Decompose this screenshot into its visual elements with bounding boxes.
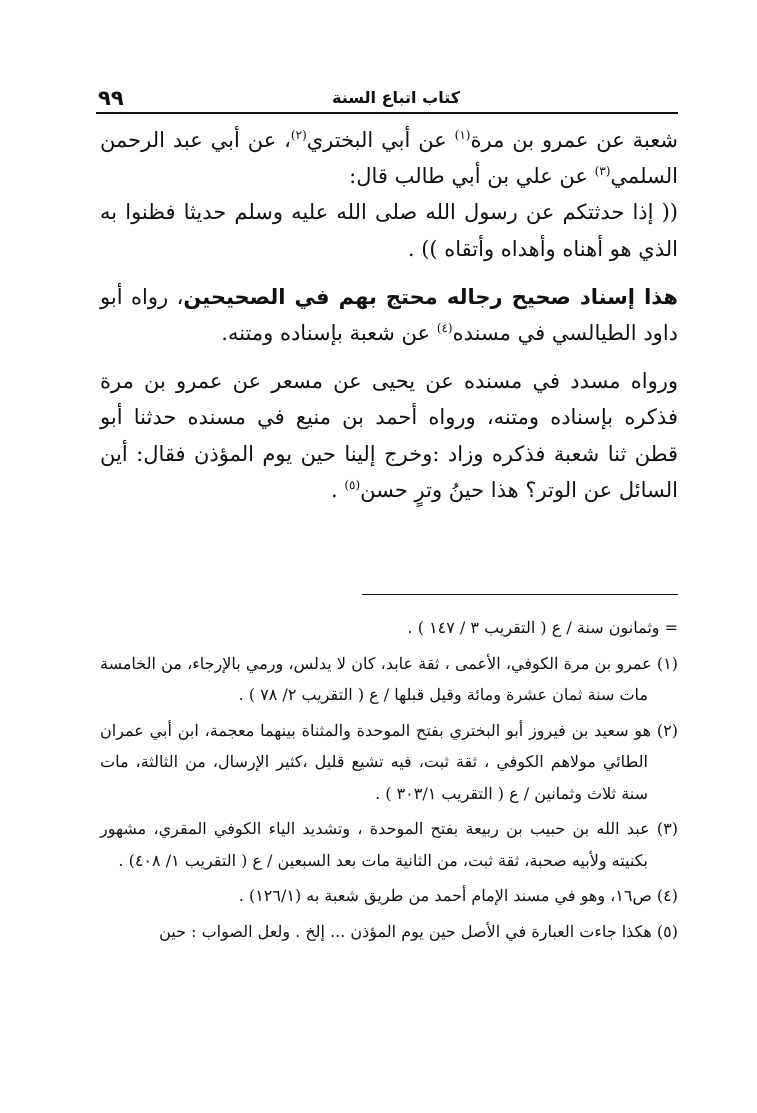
footnotes [100, 612, 678, 947]
footnote-3: (٣) عبد الله بن حبيب بن ربيعة بفتح الموحدة ، وتشديد الياء الكوفي المقري، مشهور بكنيته ولأبيه صحبة، ثقة ثبت، من الثانية مات بعد السبعين / ع ( التقريب ١/ ٤٠٨) . [100, 819, 678, 870]
text-run: شعبة عن عمرو بن مرة [470, 128, 679, 152]
footnote-4: (٤) ص١٦، وهو في مسند الإمام أحمد من طريق شعبة به (١٢٦/١) . [238, 886, 678, 905]
footnote-divider [362, 594, 678, 595]
paragraph-grading [100, 279, 678, 351]
main-text [100, 122, 678, 508]
grading-statement: هذا إسناد صحيح رجاله محتج بهم في الصحيحين [183, 284, 678, 309]
footnote-ref-5: (٥) [344, 477, 361, 492]
paragraph-narrations [100, 363, 678, 508]
page-header [96, 82, 678, 114]
footnote-ref-3: (٣) [594, 164, 611, 179]
footnote-continuation: = وثمانون سنة / ع ( التقريب ٣ / ١٤٧ ) . [407, 618, 678, 637]
footnote-ref-2: (٢) [290, 128, 307, 142]
running-title: كتاب اتباع السنة [332, 88, 461, 107]
footnote-ref-4: (٤) [436, 321, 453, 336]
footnote-1: (١) عمرو بن مرة الكوفي، الأعمى ، ثقة عابد، كان لا يدلس، ورمي بالإرجاء، من الخامسة مات سنة ثمان عشرة ومائة وقيل قبلها / ع ( التقريب ٢/ ٧٨ ) . [100, 653, 678, 704]
text-run: عن علي بن أبي طالب قال: [349, 164, 595, 189]
paragraph-hadith: (( إذا حدثتكم عن رسول الله صلى الله عليه وسلم حديثا فظنوا به الذي هو أهناه وأهداه وأتقاه )) . [100, 200, 678, 261]
text-run: عن شعبة بإسناده ومتنه. [221, 321, 437, 346]
text-run: عن أبي البختري [306, 128, 455, 152]
text-run: ورواه مسدد في مسنده عن يحيى عن مسعر عن عمرو بن مرة فذكره بإسناده ومتنه، ورواه أحمد بن منيع في مسنده حدثنا أبو قطن ثنا شعبة فذكره وزاد :وخرج إلينا حين يوم المؤذن فقال: أين السائل عن الوتر؟ هذا حينُ وترٍ حسن [100, 369, 678, 502]
text-run: ، رواه أبو داود الطيالسي في مسنده [100, 284, 678, 346]
text-run: ، عن أبي عبد الرحمن السلمي [100, 128, 678, 189]
paragraph-isnad [100, 122, 678, 194]
text-run: . [330, 477, 345, 502]
footnote-5: (٥) هكذا جاءت العبارة في الأصل حين يوم المؤذن ... إلخ . ولعل الصواب : حين [159, 921, 678, 941]
footnote-2: (٢) هو سعيد بن فيروز أبو البختري بفتح الموحدة والمثناة بينهما معجمة، ابن أبي عمران الطائي مولاهم الكوفي ، ثقة ثبت، فيه تشيع قليل ،كثير الإرسال، من الثالثة، مات سنة ثلاث وثمانين / ع ( التقريب ٣٠٣/١ ) . [100, 720, 678, 803]
footnote-ref-1: (١) [454, 128, 471, 142]
page-number: ٩٩ [98, 86, 124, 110]
